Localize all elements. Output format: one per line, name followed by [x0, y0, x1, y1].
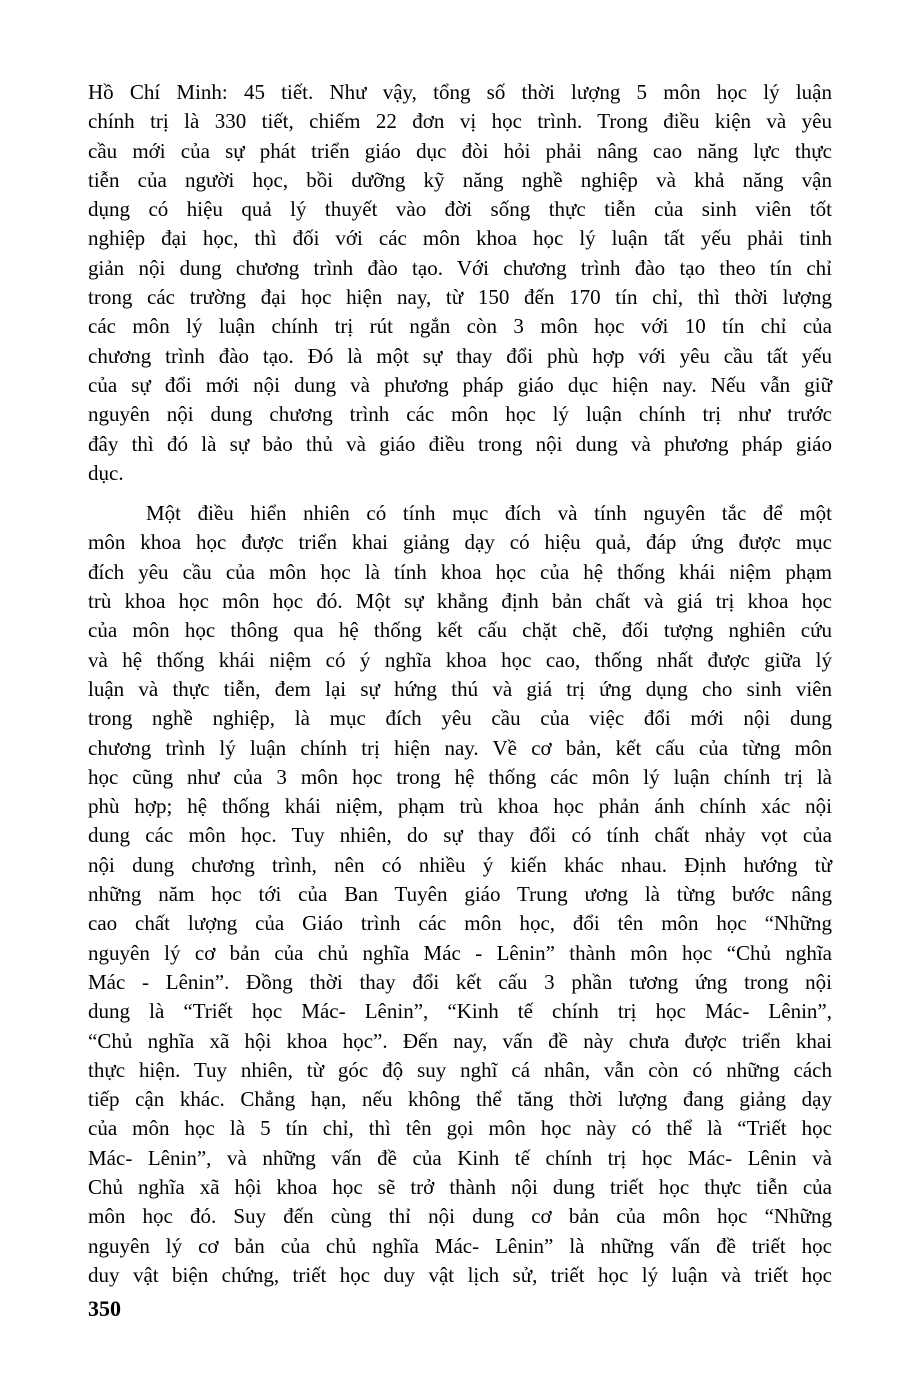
text-line: trong nghề nghiệp, là mục đích yêu cầu của việc đổi mới nội dung [88, 706, 832, 731]
text-line: trong các trường đại học hiện nay, từ 150 đến 170 tín chỉ, thì thời lượng [88, 285, 832, 310]
text-line: nguyên nội dung chương trình các môn học lý luận chính trị như trước [88, 402, 832, 427]
text-line: và hệ thống khái niệm có ý nghĩa khoa học cao, thống nhất được giữa lý [88, 647, 832, 672]
text-line: nghiệp đại học, thì đối với các môn khoa học lý luận tất yếu phải tinh [88, 226, 832, 251]
text-line: nguyên lý cơ bản của chủ nghĩa Mác - Lênin” thành môn học “Chủ nghĩa [88, 940, 832, 965]
text-line: của sự đổi mới nội dung và phương pháp giáo dục hiện nay. Nếu vẫn giữ [88, 372, 832, 397]
text-line: học cũng như của 3 môn học trong hệ thống các môn lý luận chính trị là [88, 764, 832, 789]
text-line: tiếp cận khác. Chẳng hạn, nếu không thể tăng thời lượng đang giảng dạy [88, 1087, 832, 1112]
text-line: đây thì đó là sự bảo thủ và giáo điều trong nội dung và phương pháp giáo [88, 431, 832, 456]
text-line: các môn lý luận chính trị rút ngắn còn 3 môn học với 10 tín chỉ của [88, 314, 832, 339]
text-line: duy vật biện chứng, triết học duy vật lịch sử, triết học lý luận và triết học [88, 1262, 832, 1287]
text-line: chính trị là 330 tiết, chiếm 22 đơn vị học trình. Trong điều kiện và yêu [88, 109, 832, 134]
text-line: Hồ Chí Minh: 45 tiết. Như vậy, tổng số thời lượng 5 môn học lý luận [88, 80, 832, 104]
text-line: Một điều hiển nhiên có tính mục đích và tính nguyên tắc để một [146, 501, 832, 526]
text-line: Mác - Lênin”. Đồng thời thay đổi kết cấu 3 phần tương ứng trong nội [88, 969, 832, 994]
text-line: “Chủ nghĩa xã hội khoa học”. Đến nay, vấn đề này chưa được triển khai [88, 1028, 832, 1053]
text-line: môn học đó. Suy đến cùng thỉ nội dung cơ bản của môn học “Những [88, 1204, 832, 1229]
text-line: thực hiện. Tuy nhiên, từ góc độ suy nghĩ cá nhân, vẫn còn có những cách [88, 1057, 832, 1082]
text-line: tiễn của người học, bồi dưỡng kỹ năng nghề nghiệp và khả năng vận [88, 167, 832, 192]
page-body [88, 78, 832, 1290]
text-line: chương trình lý luận chính trị hiện nay. Về cơ bản, kết cấu của từng môn [88, 735, 832, 760]
text-line: dung các môn học. Tuy nhiên, do sự thay đổi có tính chất nhảy vọt của [88, 823, 832, 848]
text-line: chương trình đào tạo. Đó là một sự thay đổi phù hợp với yêu cầu tất yếu [88, 343, 832, 368]
text-line: giản nội dung chương trình đào tạo. Với chương trình đào tạo theo tín chỉ [88, 255, 832, 280]
text-line: cao chất lượng của Giáo trình các môn học, đổi tên môn học “Những [88, 911, 832, 936]
text-line: trù khoa học môn học đó. Một sự khẳng định bản chất và giá trị khoa học [88, 589, 832, 614]
text-line: luận và thực tiễn, đem lại sự hứng thú và giá trị ứng dụng cho sinh viên [88, 676, 832, 701]
text-line: dụng có hiệu quả lý thuyết vào đời sống thực tiễn của sinh viên tốt [88, 197, 832, 222]
text-line: của môn học thông qua hệ thống kết cấu chặt chẽ, đối tượng nghiên cứu [88, 618, 832, 643]
text-line: những năm học tới của Ban Tuyên giáo Trung ương là từng bước nâng [88, 882, 832, 907]
page-number: 350 [88, 1296, 121, 1321]
text-line: Chủ nghĩa xã hội khoa học sẽ trở thành nội dung triết học thực tiễn của [88, 1174, 832, 1199]
text-line: nội dung chương trình, nên có nhiều ý kiến khác nhau. Định hướng từ [88, 852, 832, 877]
text-line: dung là “Triết học Mác- Lênin”, “Kinh tế chính trị học Mác- Lênin”, [88, 999, 832, 1024]
text-line: dục. [88, 460, 124, 485]
text-line: Mác- Lênin”, và những vấn đề của Kinh tế chính trị học Mác- Lênin và [88, 1145, 832, 1170]
paragraph [88, 499, 832, 1290]
text-line: nguyên lý cơ bản của chủ nghĩa Mác- Lênin” là những vấn đề triết học [88, 1233, 832, 1258]
text-line: cầu mới của sự phát triển giáo dục đòi hỏi phải nâng cao năng lực thực [88, 138, 832, 163]
text-line: phù hợp; hệ thống khái niệm, phạm trù khoa học phản ánh chính xác nội [88, 794, 832, 819]
text-line: đích yêu cầu của môn học là tính khoa học của hệ thống khái niệm phạm [88, 559, 832, 584]
text-line: môn khoa học được triển khai giảng dạy có hiệu quả, đáp ứng được mục [88, 530, 832, 555]
paragraph [88, 78, 832, 488]
text-line: của môn học là 5 tín chỉ, thì tên gọi môn học này có thể là “Triết học [88, 1116, 832, 1141]
